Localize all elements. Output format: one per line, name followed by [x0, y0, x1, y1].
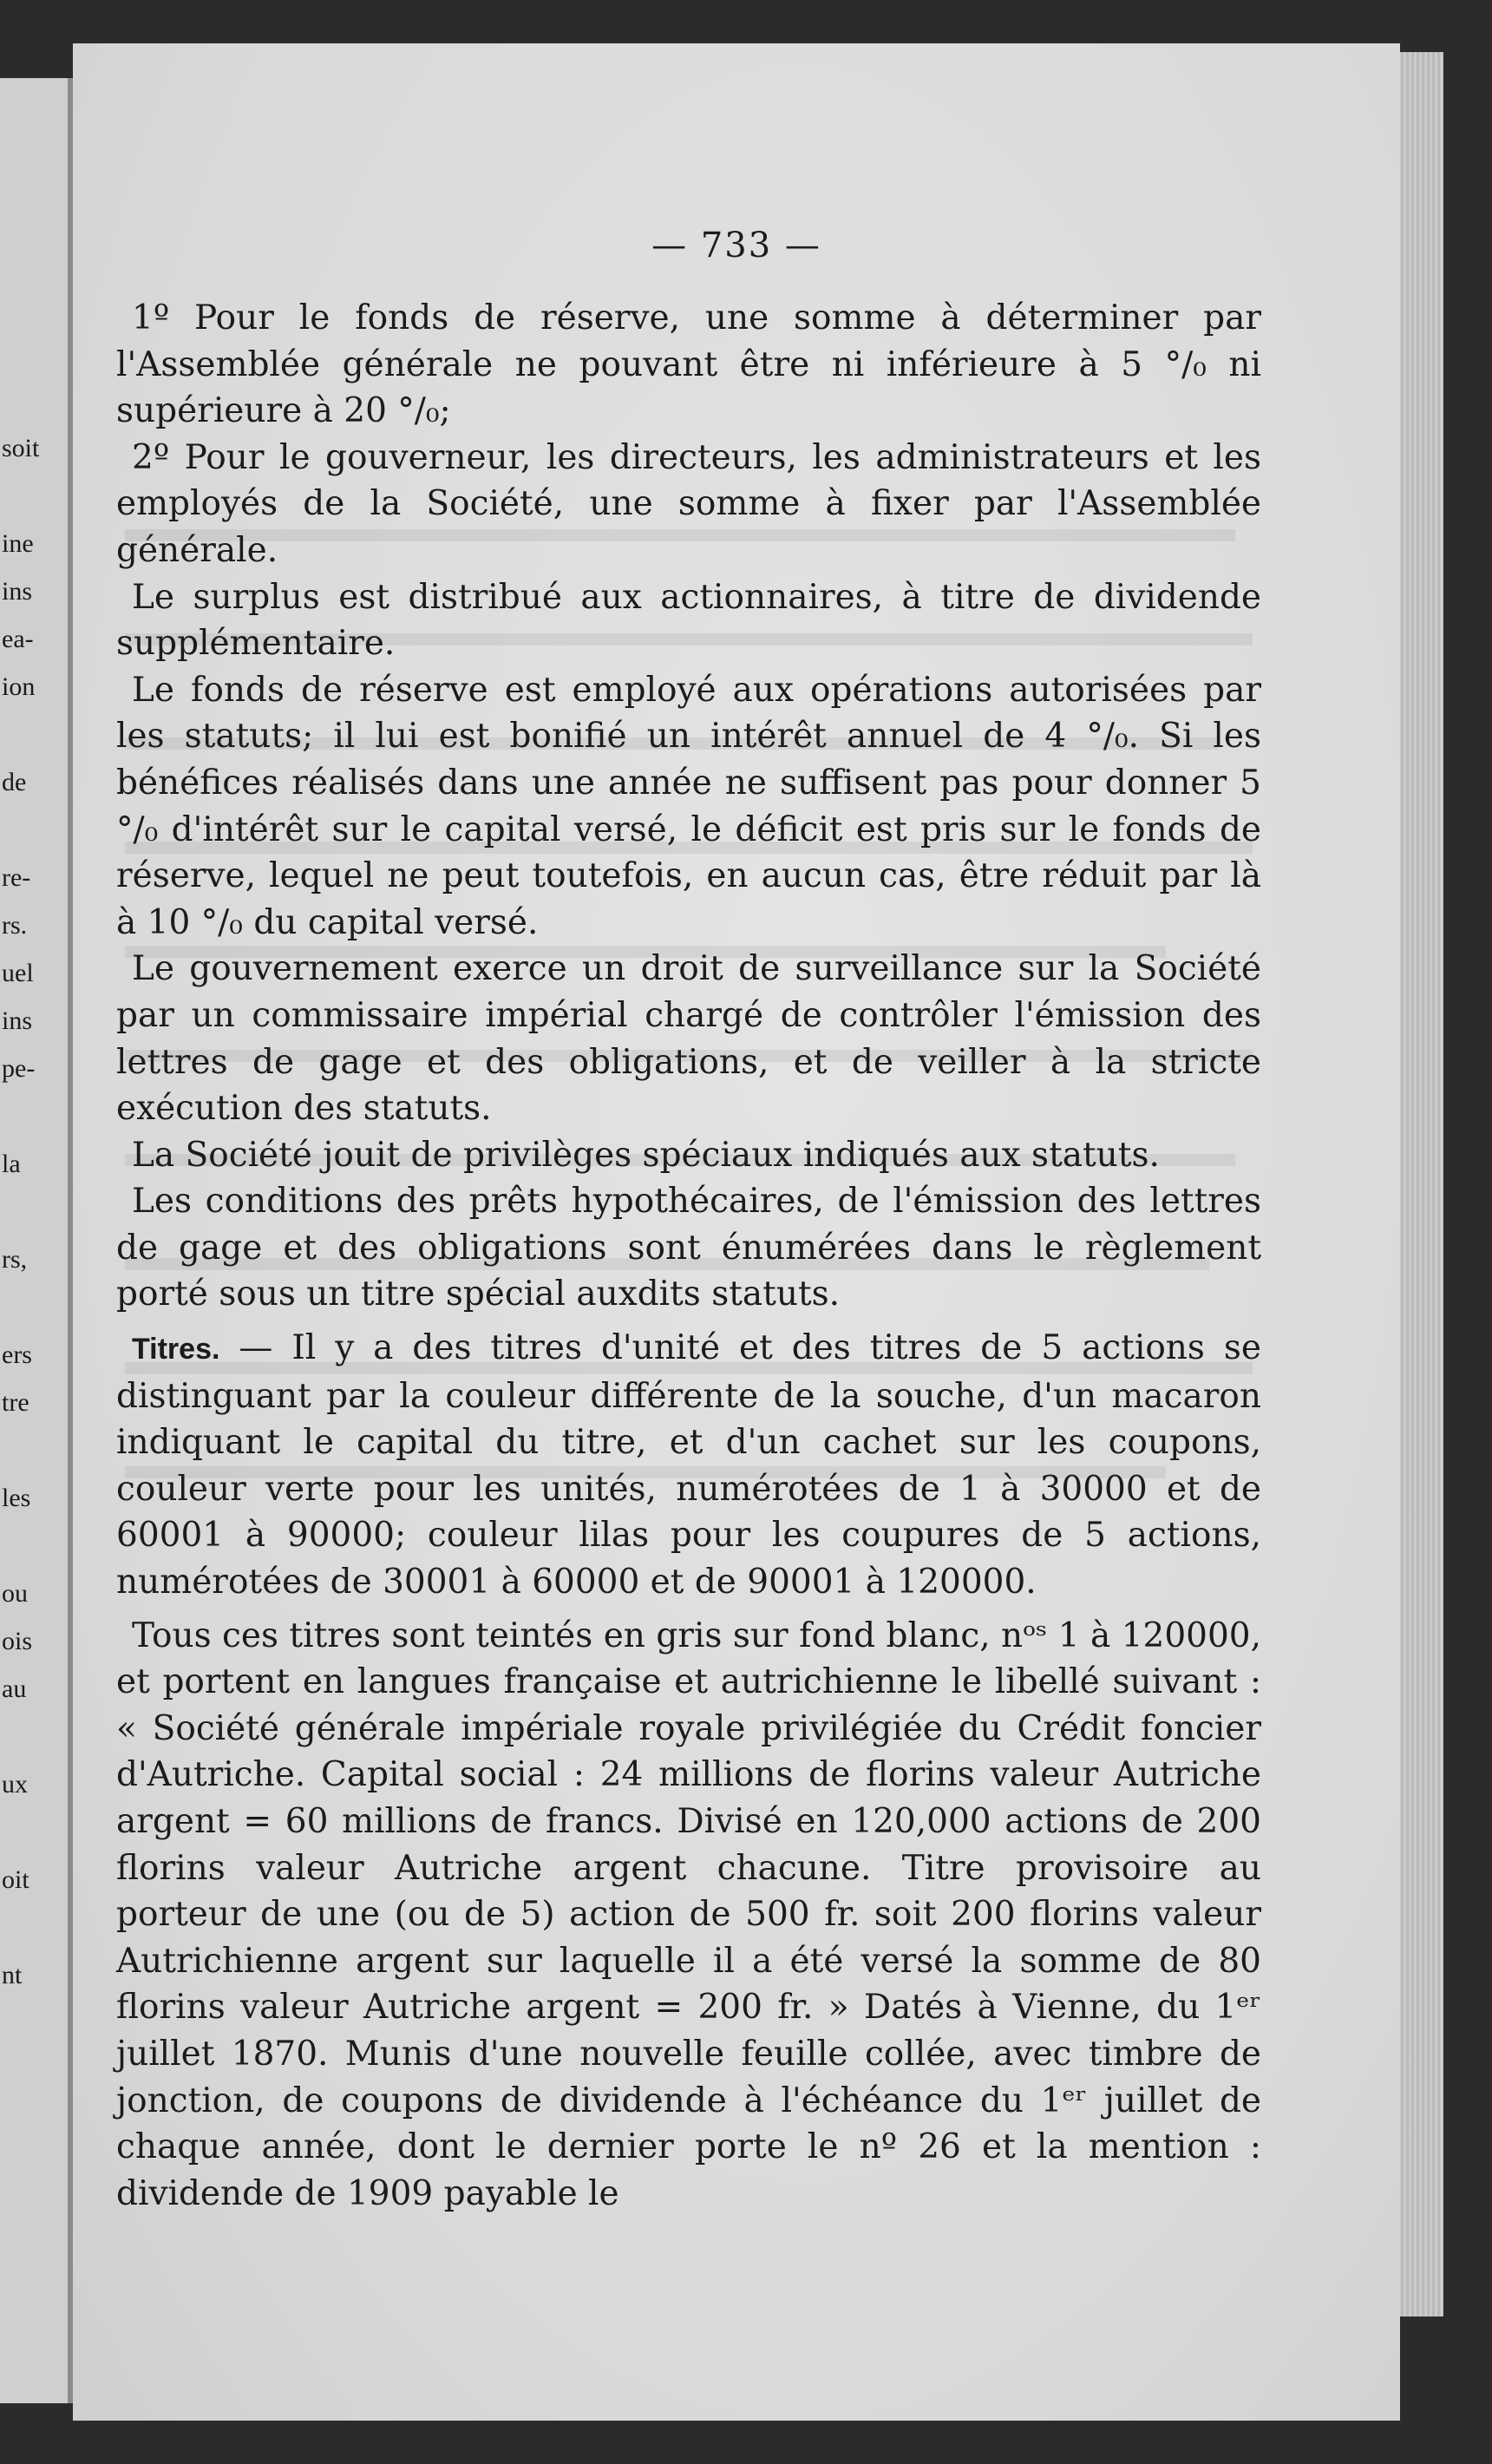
left-page-fragment: ers: [2, 1340, 32, 1369]
titres-heading: Titres.: [132, 1333, 220, 1366]
left-page-fragment: pe-: [2, 1054, 36, 1083]
left-page-fragment: oit: [2, 1865, 29, 1894]
titres-text: — Il y a des titres d'unité et des titres de 5 actions se distinguant par la couleur différente de la souche, d'un macaron indiquant le capital du titre, et d'un cachet sur les coupons, couleur verte pour les unités, numérotées de 1 à 30000 et de 60001 à 90000; couleur lilas pour les coupures de 5 actions, numérotées de 30001 à 60000 et de 90001 à 120000.: [116, 1328, 1261, 1602]
page-edge-stack: [1398, 52, 1443, 2317]
left-page-fragment: re-: [2, 863, 31, 892]
left-page-fragment: soit: [2, 434, 40, 462]
paragraph: La Société jouit de privilèges spéciaux indiqués aux statuts.: [132, 1135, 1160, 1175]
left-page-fragment: ins: [2, 1006, 33, 1035]
left-page-fragment: la: [2, 1150, 21, 1178]
left-page-fragment: rs.: [2, 911, 28, 940]
left-page-fragment: de: [2, 768, 27, 796]
paragraph: Les conditions des prêts hypothécaires, de l'émission des lettres de gage et des obligations sont énumérées dans le règlement porté sous un titre spécial auxdits statuts.: [116, 1182, 1261, 1314]
paragraph: Le surplus est distribué aux actionnaires, à titre de dividende supplémentaire.: [116, 577, 1261, 664]
paragraph: Le fonds de réserve est employé aux opérations autorisées par les statuts; il lui est bonifié un intérêt annuel de 4 °/₀. Si les bénéfices réalisés dans une année ne suffisent pas pour donner 5 °/₀ d'intérêt sur le capital versé, le déficit est pris sur le fonds de réserve, lequel ne peut toutefois, en aucun cas, être réduit par là à 10 °/₀ du capital versé.: [116, 670, 1261, 942]
paragraph: 2º Pour le gouverneur, les directeurs, les administrateurs et les employés de la Société, une somme à fixer par l'Assemblée générale.: [116, 437, 1261, 570]
paragraph: Tous ces titres sont teintés en gris sur fond blanc, nᵒˢ 1 à 120000, et portent en langues française et autrichienne le libellé suivant : « Société générale impériale royale privilégiée du Crédit foncier d'Autriche. Capital social : 24 millions de florins valeur Autriche argent = 60 millions de francs. Divisé en 120,000 actions de 200 florins valeur Autriche argent chacune. Titre provisoire au porteur de une (ou de 5) action de 500 fr. soit 200 florins valeur Autrichienne argent sur laquelle il a été versé la somme de 80 florins valeur Autriche argent = 200 fr. » Datés à Vienne, du 1ᵉʳ juillet 1870. Munis d'une nouvelle feuille collée, avec timbre de jonction, de coupons de dividende à l'échéance du 1ᵉʳ juillet de chaque année, dont le dernier porte le nº 26 et la mention : dividende de 1909 payable le: [116, 1615, 1261, 2213]
left-page-fragment: au: [2, 1674, 27, 1703]
paragraph: Le gouvernement exerce un droit de surveillance sur la Société par un commissaire impérial chargé de contrôler l'émission des lettres de gage et des obligations, et de veiller à la stricte exécution des statuts.: [116, 949, 1261, 1129]
left-page-fragment: ine: [2, 529, 34, 558]
left-page-fragment: nt: [2, 1961, 23, 1989]
left-page-fragment: ou: [2, 1579, 28, 1608]
body-text: [116, 295, 1261, 2217]
left-page-fragment: ea-: [2, 625, 34, 653]
left-page-fragment: ois: [2, 1627, 33, 1655]
left-page-fragment: les: [2, 1484, 31, 1512]
left-page-fragment: tre: [2, 1388, 29, 1417]
left-page-fragment: rs,: [2, 1245, 28, 1274]
left-facing-page: [0, 78, 73, 2403]
left-page-fragment: ion: [2, 672, 36, 701]
left-page-fragment: uel: [2, 959, 34, 987]
left-page-fragment: ux: [2, 1770, 28, 1799]
left-page-fragment: ins: [2, 577, 33, 606]
page-number: — 733 —: [651, 226, 821, 265]
titres-paragraph: [116, 1325, 1261, 1606]
paragraph: 1º Pour le fonds de réserve, une somme à déterminer par l'Assemblée générale ne pouvant être ni inférieure à 5 °/₀ ni supérieure à 20 °/₀;: [116, 298, 1261, 431]
book-page: [73, 43, 1400, 2421]
